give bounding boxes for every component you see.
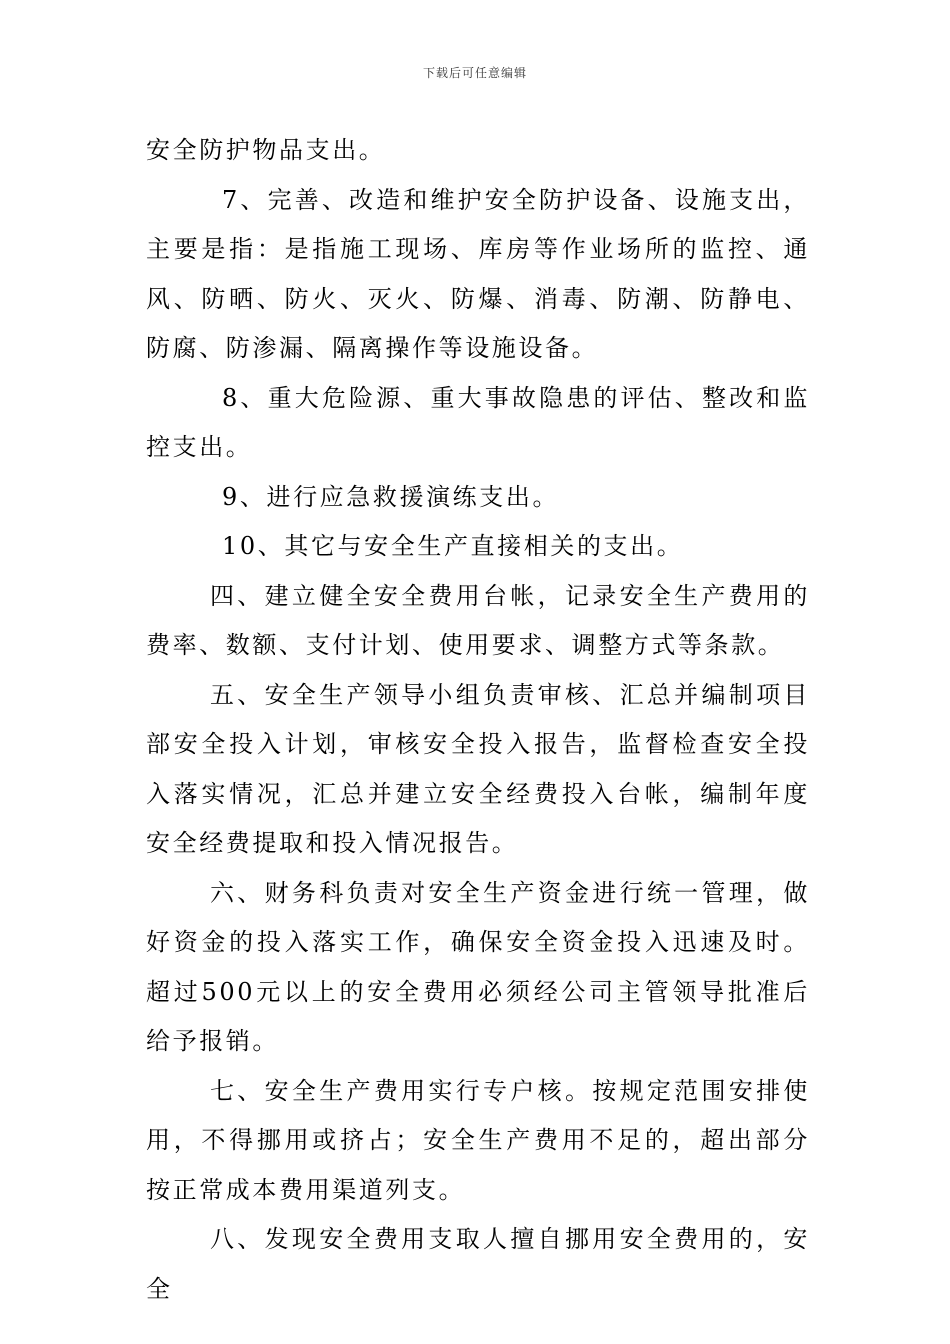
paragraph-section-4: 四、建立健全安全费用台帐，记录安全生产费用的费率、数额、支付计划、使用要求、调整方式等条款。 bbox=[146, 581, 810, 659]
document-body bbox=[146, 126, 810, 1314]
paragraph-section-6: 六、财务科负责对安全生产资金进行统一管理，做好资金的投入落实工作，确保安全资金投入迅速及时。超过500元以上的安全费用必须经公司主管领导批准后给予报销。 bbox=[146, 878, 810, 1055]
paragraph-section-8: 八、发现安全费用支取人擅自挪用安全费用的，安全 bbox=[146, 1225, 810, 1303]
paragraph-section-7: 七、安全生产费用实行专户核。按规定范围安排使用，不得挪用或挤占；安全生产费用不足的，超出部分按正常成本费用渠道列支。 bbox=[146, 1076, 810, 1204]
paragraph-item-9: 9、进行应急救援演练支出。 bbox=[222, 482, 560, 511]
paragraph-item-7: 7、完善、改造和维护安全防护设备、设施支出，主要是指：是指施工现场、库房等作业场所的监控、通风、防晒、防火、灭火、防爆、消毒、防潮、防静电、防腐、防渗漏、隔离操作等设施设备。 bbox=[146, 185, 810, 362]
paragraph-item-10: 10、其它与安全生产直接相关的支出。 bbox=[222, 532, 684, 560]
paragraph-item-8: 8、重大危险源、重大事故隐患的评估、整改和监控支出。 bbox=[146, 383, 810, 461]
paragraph-continuation: 安全防护物品支出。 bbox=[146, 136, 386, 164]
paragraph-section-5: 五、安全生产领导小组负责审核、汇总并编制项目部安全投入计划，审核安全投入报告，监督检查安全投入落实情况，汇总并建立安全经费投入台帐，编制年度安全经费提取和投入情况报告。 bbox=[146, 680, 810, 857]
page-header: 下载后可任意编辑 bbox=[422, 66, 527, 80]
